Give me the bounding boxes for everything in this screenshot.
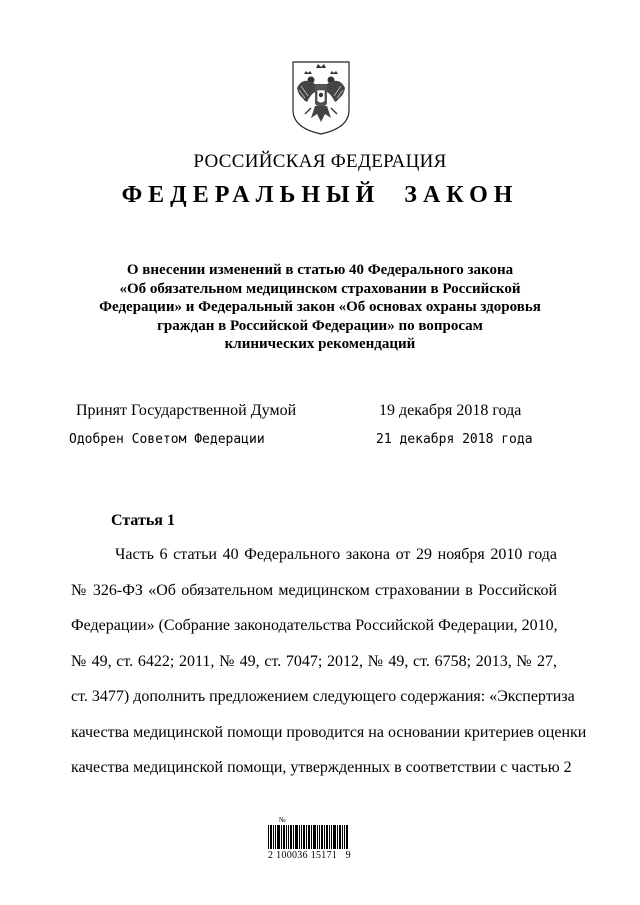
- adopted-by-duma-label: Принят Государственной Думой: [76, 402, 297, 419]
- article-line: № 326-ФЗ «Об обязательном медицинском страховании в Российской: [71, 581, 557, 599]
- coat-of-arms-icon: [289, 58, 353, 136]
- title-line: «Об обязательном медицинском страховании в Российской: [119, 280, 521, 297]
- document-type: ФЕДЕРАЛЬНЫЙ ЗАКОН: [121, 182, 519, 208]
- article-heading: Статья 1: [111, 512, 175, 529]
- barcode-number-sign: №: [279, 816, 287, 824]
- title-line: Федерации» и Федеральный закон «Об основах охраны здоровья: [99, 299, 541, 316]
- title-line: клинических рекомендаций: [224, 336, 416, 353]
- country-name: РОССИЙСКАЯ ФЕДЕРАЦИЯ: [193, 151, 447, 172]
- document-title: [90, 261, 550, 354]
- approved-date: 21 декабря 2018 года: [376, 432, 533, 447]
- barcode-icon: [268, 825, 348, 849]
- title-line: О внесении изменений в статью 40 Федерального закона: [126, 262, 514, 278]
- article-line: № 49, ст. 6422; 2011, № 49, ст. 7047; 2012, № 49, ст. 6758; 2013, № 27,: [71, 652, 557, 670]
- title-line: граждан в Российской Федерации» по вопросам: [157, 317, 483, 334]
- article-body: [71, 537, 587, 786]
- approved-by-council-label: Одобрен Советом Федерации: [69, 432, 265, 447]
- article-line: ст. 3477) дополнить предложением следующего содержания: «Экспертиза: [71, 688, 575, 705]
- article-line: качества медицинской помощи, утвержденных в соответствии с частью 2: [71, 759, 572, 776]
- article-line: Часть 6 статьи 40 Федерального закона от 29 ноября 2010 года: [115, 546, 557, 563]
- barcode-digits: 2 100036 15171 9: [268, 850, 351, 861]
- article-line: качества медицинской помощи проводится на основании критериев оценки: [71, 723, 587, 741]
- adopted-date: 19 декабря 2018 года: [379, 402, 522, 419]
- article-line: Федерации» (Собрание законодательства Российской Федерации, 2010,: [71, 617, 558, 634]
